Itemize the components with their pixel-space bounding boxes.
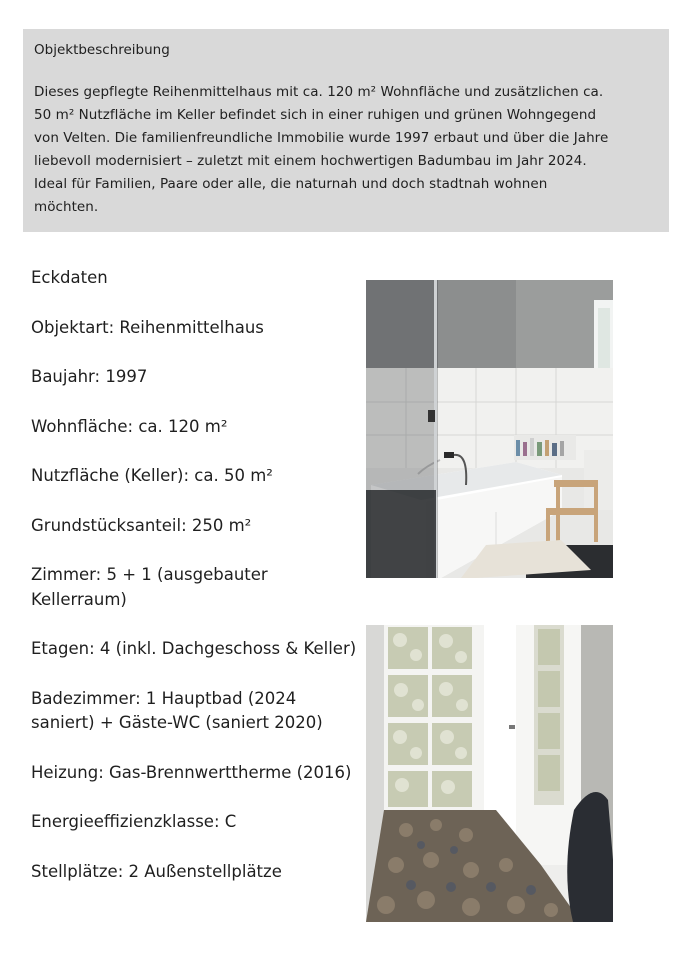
key-facts-list: [31, 266, 361, 909]
fact-plot-share: Grundstücksanteil: 250 m²: [31, 515, 252, 535]
description-box: [23, 29, 669, 232]
fact-year-built: Baujahr: 1997: [31, 367, 148, 386]
fact-floors: Etagen: 4 (inkl. Dachgeschoss & Keller): [31, 639, 357, 658]
description-line: Dieses gepflegte Reihenmittelhaus mit ca. 120 m² Wohnfläche und zusätzlichen ca.: [34, 84, 604, 100]
fact-parking: Stellplätze: 2 Außenstellplätze: [31, 861, 282, 881]
fact-property-type: Objektart: Reihenmittelhaus: [31, 317, 264, 337]
hallway-photo: [366, 625, 613, 922]
description-title: Objektbeschreibung: [34, 42, 170, 58]
fact-bathrooms: Badezimmer: 1 Hauptbad (2024 saniert) + Gäste-WC (saniert 2020): [31, 688, 323, 732]
fact-heating: Heizung: Gas-Brennwerttherme (2016): [31, 762, 352, 782]
description-line: möchten.: [34, 199, 99, 215]
fact-usable-area: Nutzfläche (Keller): ca. 50 m²: [31, 466, 273, 485]
description-line: liebevoll modernisiert – zuletzt mit einem hochwertigen Badumbau im Jahr 2024.: [34, 153, 587, 169]
description-text: [34, 81, 657, 219]
description-line: von Velten. Die familienfreundliche Immobilie wurde 1997 erbaut und über die Jahre: [34, 130, 609, 146]
key-facts-heading: Eckdaten: [31, 268, 108, 287]
fact-rooms: Zimmer: 5 + 1 (ausgebauter Kellerraum): [31, 565, 268, 609]
bathroom-photo: [366, 280, 613, 578]
description-line: 50 m² Nutzfläche im Keller befindet sich in einer ruhigen und grünen Wohngegend: [34, 107, 597, 123]
fact-energy-class: Energieeffizienzklasse: C: [31, 812, 237, 831]
description-line: Ideal für Familien, Paare oder alle, die naturnah und doch stadtnah wohnen: [34, 176, 548, 192]
fact-living-area: Wohnfläche: ca. 120 m²: [31, 416, 228, 436]
